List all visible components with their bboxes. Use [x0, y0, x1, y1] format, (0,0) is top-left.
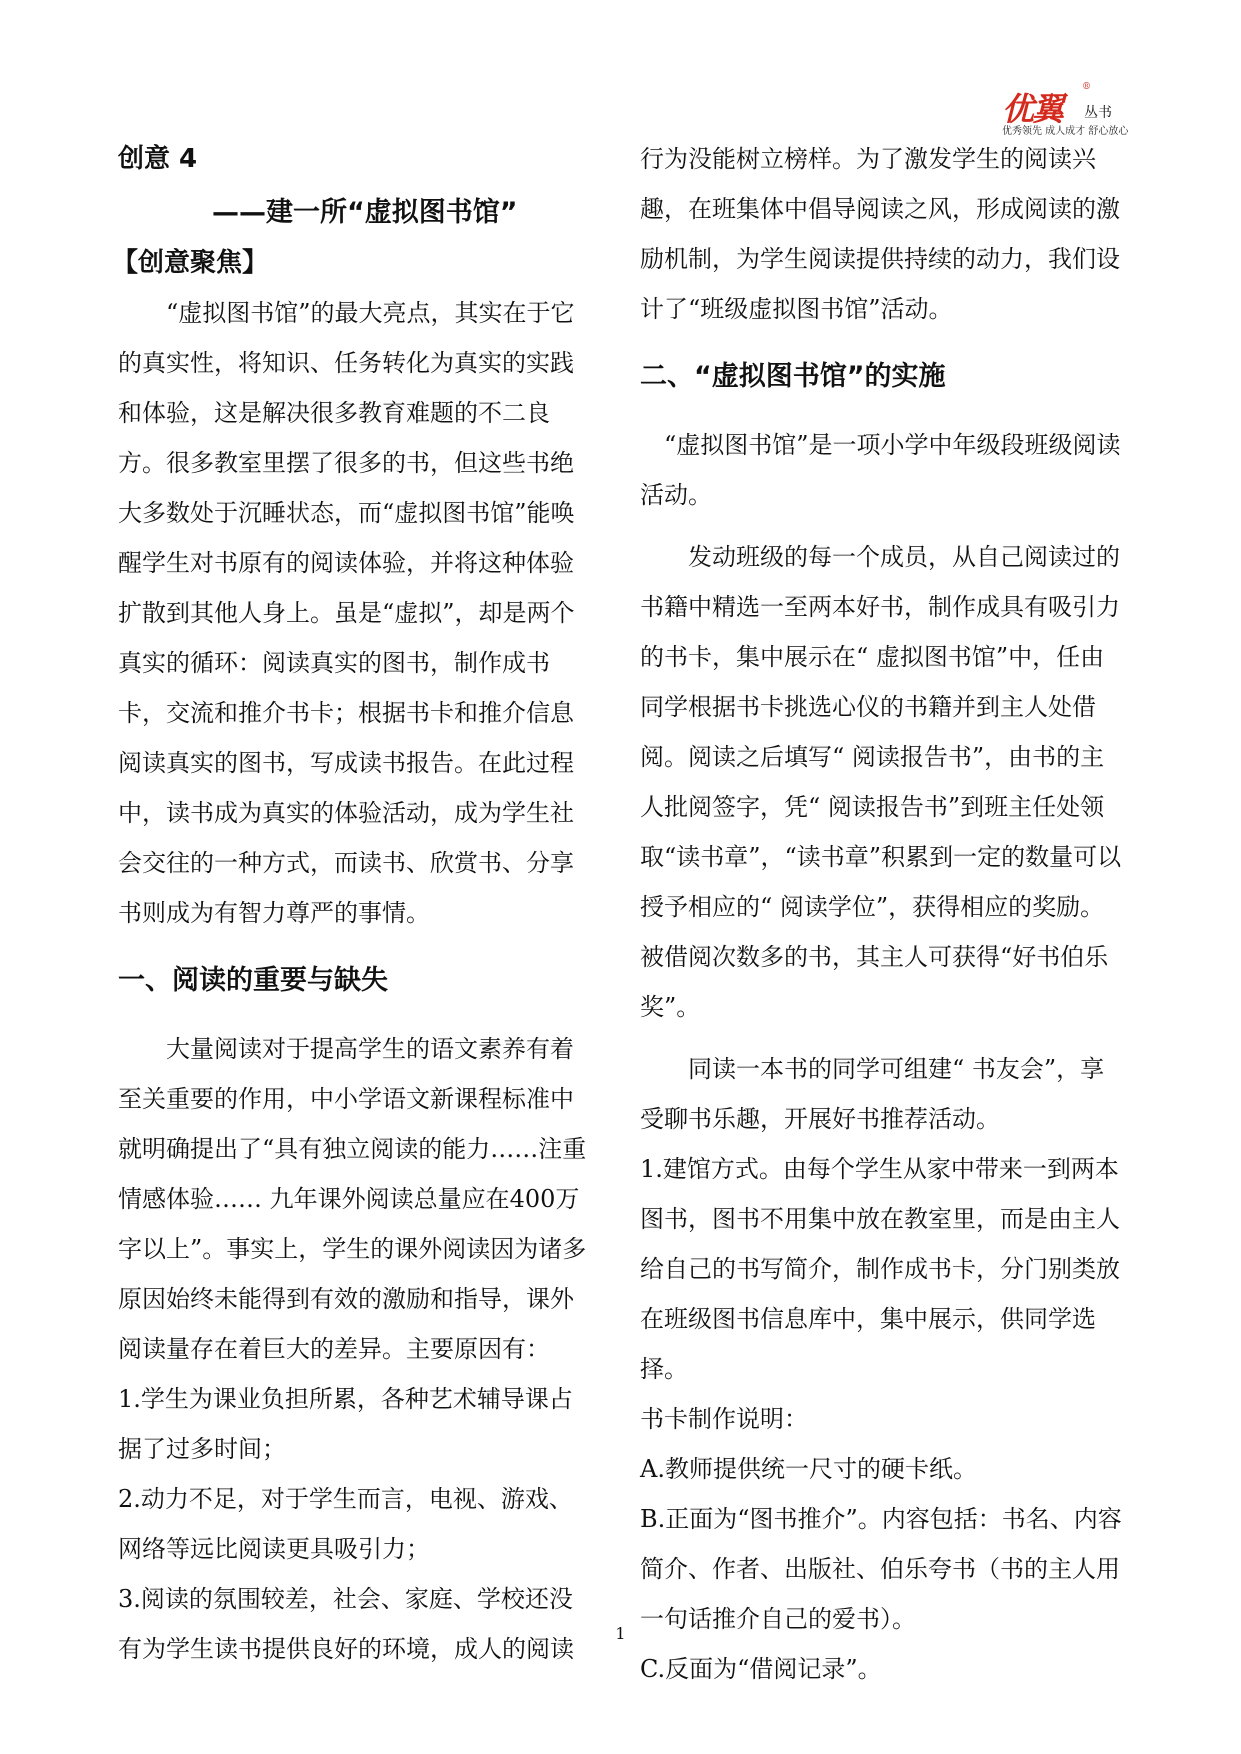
right-column — [640, 134, 1126, 1694]
left-column — [112, 130, 588, 1674]
reason-item: 3.阅读的氛围较差，社会、家庭、学校还没有为学生读书提供良好的环境，成人的阅读 — [118, 1585, 574, 1663]
logo-mark: 优翼 — [1002, 90, 1063, 128]
card-instructions-heading: 书卡制作说明： — [640, 1405, 808, 1433]
section1-heading: 一、阅读的重要与缺失 — [118, 965, 388, 996]
section1-paragraph: 大量阅读对于提高学生的语文素养有着至关重要的作用，中小学语文新课程标准中就明确提出了“具有独立阅读的能力……注重情感体验…… 九年课外阅读总量应在400万字以上”。事实上，学生的课外阅读因为诸多原因始终未能得到有效的激励和指导，课外阅读量存在着巨大的差异。主要原因有： — [118, 1035, 587, 1363]
method-paragraph: 1.建馆方式。由每个学生从家中带来一到两本图书，图书不用集中放在教室里，而是由主人给自己的书写简介，制作成书卡，分门别类放在班级图书信息库中，集中展示，供同学选择。 — [640, 1155, 1120, 1383]
book-club-paragraph: 同读一本书的同学可组建“ 书友会”，享受聊书乐趣，开展好书推荐活动。 — [640, 1055, 1105, 1133]
reason-item: 2.动力不足，对于学生而言，电视、游戏、网络等远比阅读更具吸引力； — [118, 1485, 573, 1563]
focus-paragraph: “虚拟图书馆”的最大亮点，其实在于它的真实性，将知识、任务转化为真实的实践和体验，这是解决很多教育难题的不二良方。很多教室里摆了很多的书，但这些书绝大多数处于沉睡状态，而“虚拟图书馆”能唤醒学生对书原有的阅读体验，并将这种体验扩散到其他人身上。虽是“虚拟”，却是两个真实的循环：阅读真实的图书，制作成书卡，交流和推介书卡；根据书卡和推介信息阅读真实的图书，写成读书报告。在此过程中，读书成为真实的体验活动，成为学生社会交往的一种方式，而读书、欣赏书、分享书则成为有智力尊严的事情。 — [118, 299, 575, 927]
continuation-paragraph: 行为没能树立榜样。为了激发学生的阅读兴趣，在班集体中倡导阅读之风，形成阅读的激励机制，为学生阅读提供持续的动力，我们设计了“班级虚拟图书馆”活动。 — [640, 145, 1120, 323]
publisher-logo — [1000, 82, 1130, 137]
card-instruction-item: C.反面为“借阅记录”。 — [640, 1655, 882, 1683]
intro-paragraph: “虚拟图书馆”是一项小学中年级段班级阅读活动。 — [640, 431, 1121, 509]
logo-tagline: 优秀领先 成人成才 舒心放心 — [1002, 126, 1129, 137]
page-title: 创意 4 — [118, 144, 198, 174]
page-number: 1 — [615, 1624, 626, 1643]
logo-series-label: 丛书 — [1084, 105, 1112, 121]
section2-heading: 二、“虚拟图书馆”的实施 — [640, 361, 946, 392]
card-instruction-item: B.正面为“图书推介”。内容包括：书名、内容简介、作者、出版社、伯乐夸书（书的主人用一句话推介自己的爱书）。 — [640, 1505, 1122, 1633]
focus-heading: 【创意聚焦】 — [112, 248, 269, 278]
reason-item: 1.学生为课业负担所累，各种艺术辅导课占据了过多时间； — [118, 1385, 573, 1463]
registered-mark: ® — [1082, 82, 1091, 92]
page-subtitle: ——建一所“虚拟图书馆” — [212, 197, 518, 228]
card-instruction-item: A.教师提供统一尺寸的硬卡纸。 — [640, 1455, 977, 1483]
activity-paragraph: 发动班级的每一个成员，从自己阅读过的书籍中精选一至两本好书，制作成具有吸引力的书卡，集中展示在“ 虚拟图书馆”中，任由同学根据书卡挑选心仪的书籍并到主人处借阅。阅读之后填写“ 阅读报告书”，由书的主人批阅签字，凭“ 阅读报告书”到班主任处领取“读书章”，“读书章”积累到一定的数量可以授予相应的“ 阅读学位”，获得相应的奖励。被借阅次数多的书，其主人可获得“好书伯乐奖”。 — [640, 543, 1122, 1021]
